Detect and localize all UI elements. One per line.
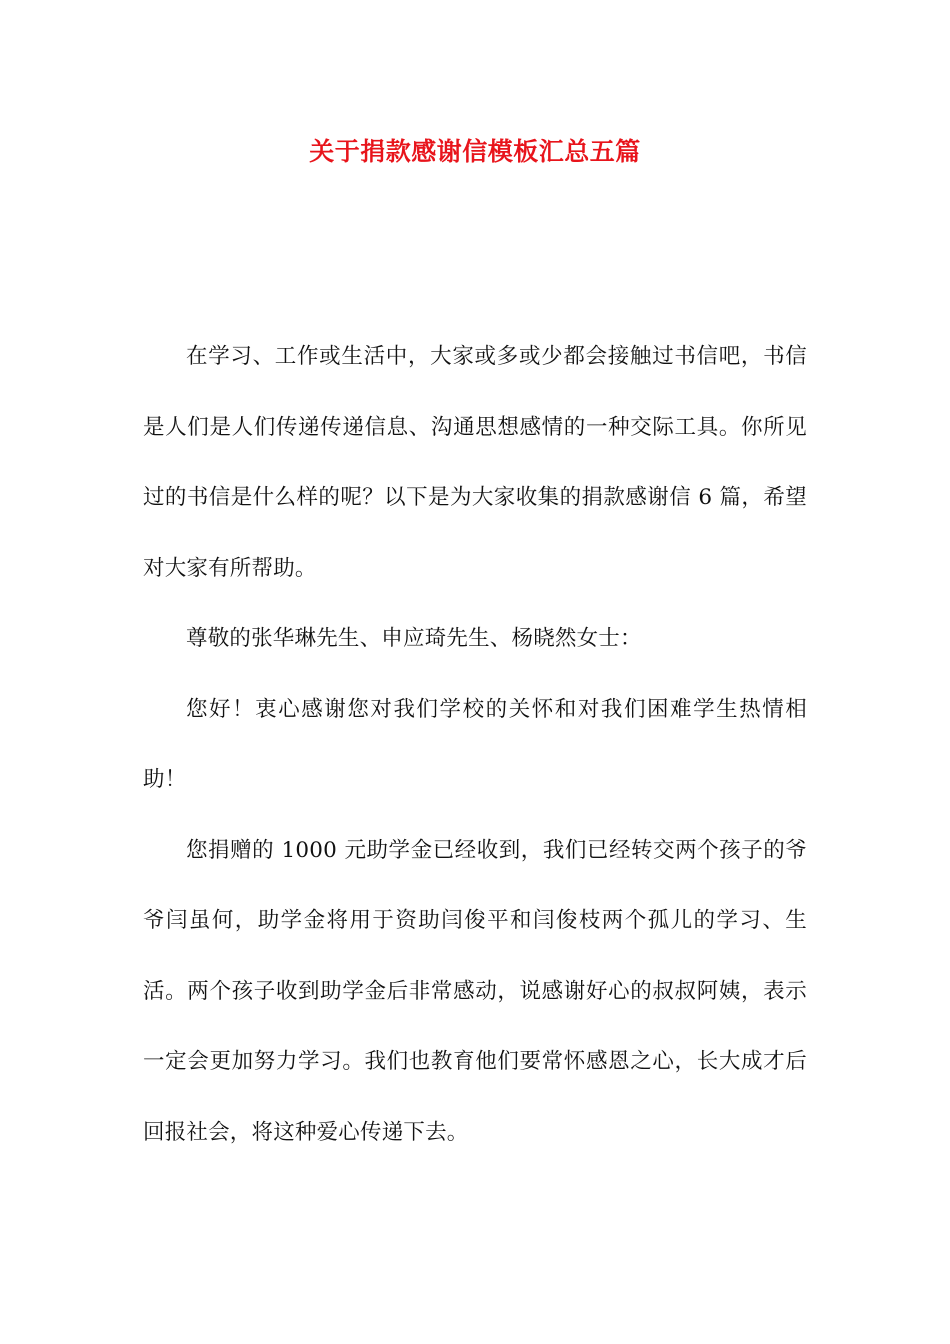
paragraph-salutation: 尊敬的张华琳先生、申应琦先生、杨晓然女士： [186, 626, 642, 651]
paragraph-greeting: 您好！衷心感谢您对我们学校的关怀和对我们困难学生热情相助！ [143, 696, 807, 792]
paragraph-intro: 在学习、工作或生活中，大家或多或少都会接触过书信吧，书信是人们是人们传递传递信息、沟通思想感情的一种交际工具。你所见过的书信是什么样的呢？以下是为大家收集的捐款感谢信 6 篇，希望对大家有所帮助。 [143, 344, 807, 581]
document-title: 关于捐款感谢信模板汇总五篇 [309, 137, 641, 166]
paragraph-donation: 您捐赠的 1000 元助学金已经收到，我们已经转交两个孩子的爷爷闫虽何，助学金将用于资助闫俊平和闫俊枝两个孤儿的学习、生活。两个孩子收到助学金后非常感动，说感谢好心的叔叔阿姨，表示一定会更加努力学习。我们也教育他们要常怀感恩之心，长大成才后回报社会，将这种爱心传递下去。 [143, 837, 807, 1145]
document-body [143, 322, 807, 1168]
